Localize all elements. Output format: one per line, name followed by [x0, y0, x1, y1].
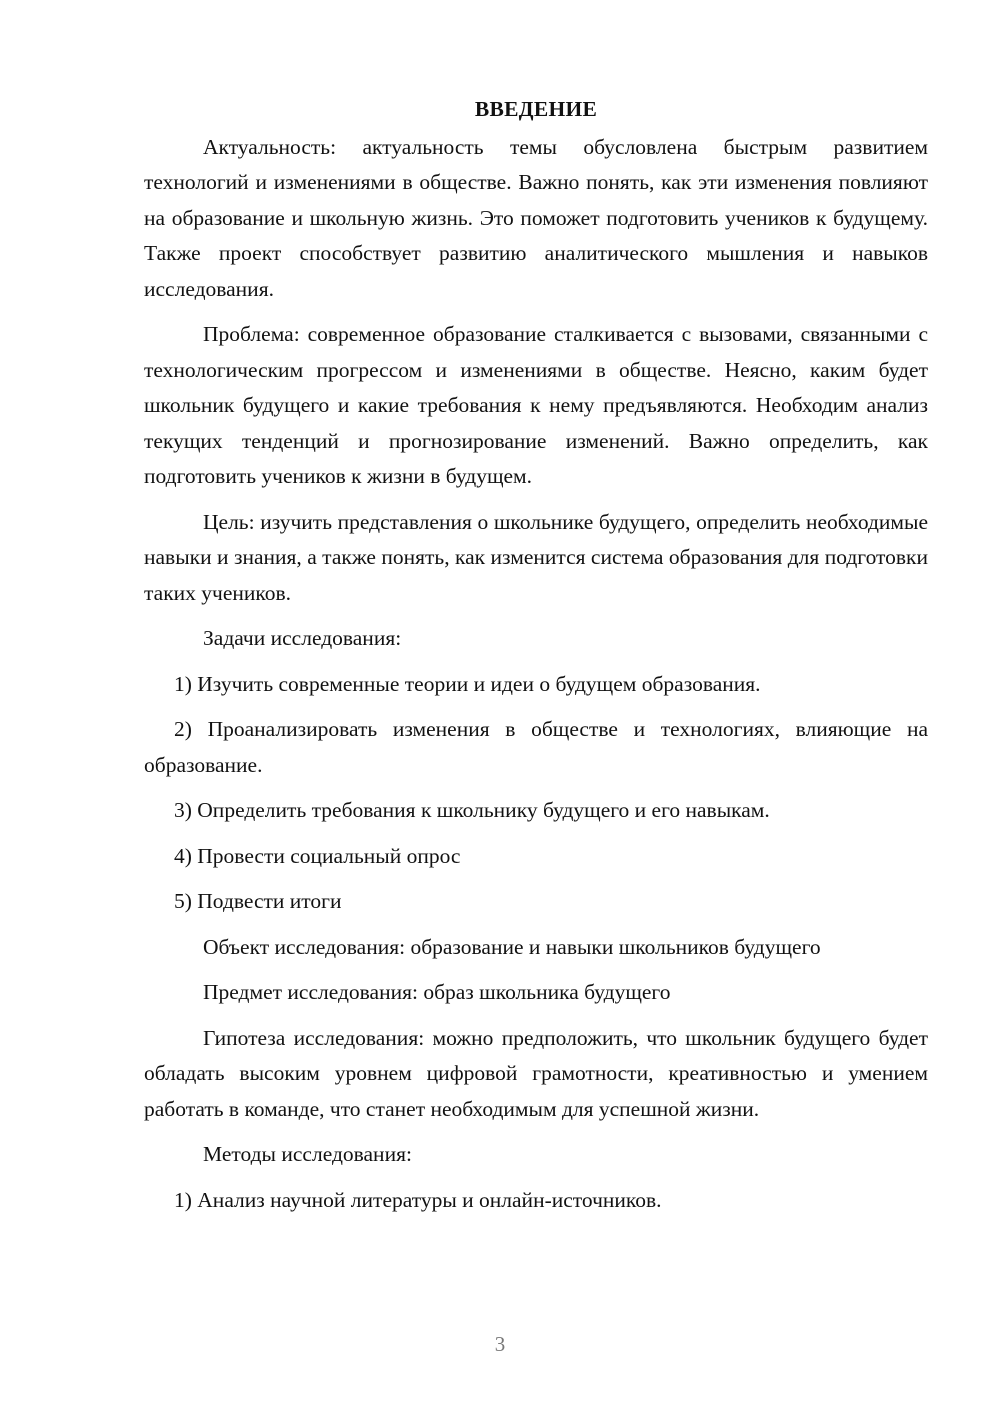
task-item-4: 4) Провести социальный опрос	[174, 843, 461, 868]
section-heading: ВВЕДЕНИЕ	[474, 97, 598, 121]
task-item-5: 5) Подвести итоги	[174, 889, 342, 913]
object-paragraph: Объект исследования: образование и навыки школьников будущего	[203, 934, 821, 959]
task-item-2: 2) Проанализировать изменения в обществе и технологиях, влияющие на образование.	[144, 717, 928, 777]
method-item-1: 1) Анализ научной литературы и онлайн-источников.	[174, 1187, 662, 1212]
task-item-3: 3) Определить требования к школьнику будущего и его навыкам.	[174, 798, 770, 822]
tasks-title: Задачи исследования:	[203, 626, 402, 650]
task-item-1: 1) Изучить современные теории и идеи о будущем образования.	[174, 671, 761, 696]
page-content	[144, 92, 928, 1228]
goal-paragraph: Цель: изучить представления о школьнике будущего, определить необходимые навыки и знания, а также понять, как изменится система образования для подготовки таких учеников.	[144, 509, 928, 605]
relevance-paragraph: Актуальность: актуальность темы обусловлена быстрым развитием технологий и изменениями в обществе. Важно понять, как эти изменения повлияют на образование и школьную жизнь. Это поможет подготовить учеников к будущему. Также проект способствует развитию аналитического мышления и навыков исследования.	[144, 134, 928, 301]
page-number: 3	[494, 1332, 506, 1356]
problem-paragraph: Проблема: современное образование сталкивается с вызовами, связанными с технологическим прогрессом и изменениями в обществе. Неясно, каким будет школьник будущего и какие требования к нему предъявляются. Необходим анализ текущих тенденций и прогнозирование изменений. Важно определить, как подготовить учеников к жизни в будущем.	[144, 322, 928, 488]
hypothesis-paragraph: Гипотеза исследования: можно предположить, что школьник будущего будет обладать высоким уровнем цифровой грамотности, креативностью и умением работать в команде, что станет необходимым для успешной жизни.	[144, 1025, 928, 1121]
methods-title: Методы исследования:	[203, 1142, 412, 1166]
subject-paragraph: Предмет исследования: образ школьника будущего	[203, 980, 671, 1004]
